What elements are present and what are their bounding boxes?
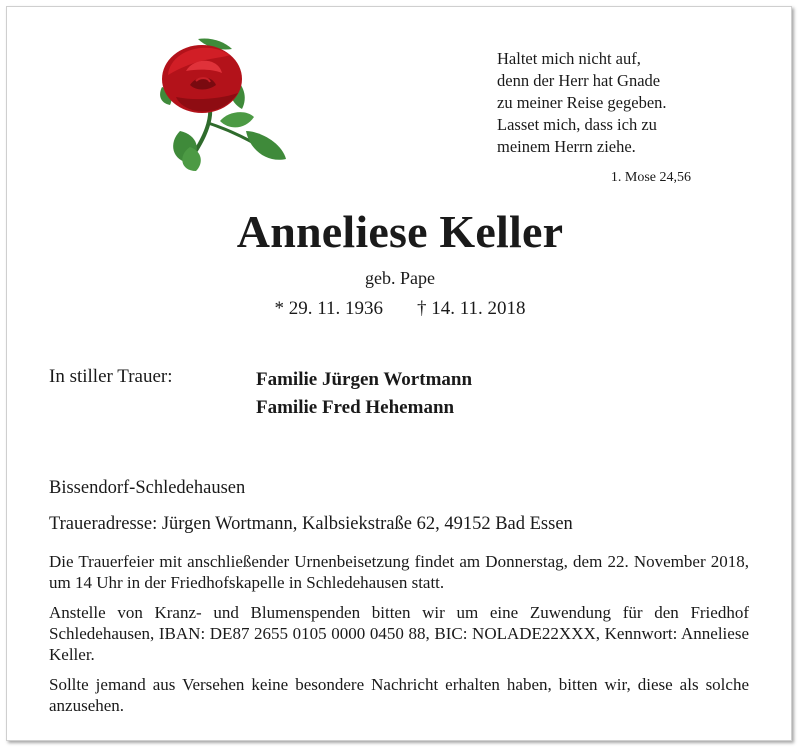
verse-reference: 1. Mose 24,56 <box>610 170 691 185</box>
family-name: Familie Fred Hehemann <box>256 397 455 418</box>
family-name: Familie Jürgen Wortmann <box>256 369 473 390</box>
notice-paragraph: Sollte jemand aus Versehen keine besondere Nachricht erhalten haben, bitten wir, diese als solche anzusehen. <box>49 675 749 715</box>
mourners-label: In stiller Trauer: <box>49 366 173 387</box>
donation-paragraph: Anstelle von Kranz- und Blumenspenden bitten wir um eine Zuwendung für den Friedhof Schledehausen, IBAN: DE87 2655 0105 0000 0450 88, BIC: NOLADE22XXX, Kennwort: Anneliese Keller. <box>49 603 749 664</box>
verse-line: meinem Herrn ziehe. <box>497 137 636 156</box>
funeral-info-paragraph: Die Trauerfeier mit anschließender Urnenbeisetzung findet am Donnerstag, dem 22. November 2018, um 14 Uhr in der Friedhofskapelle in Schledehausen statt. <box>49 552 749 592</box>
deceased-name: Anneliese Keller <box>236 206 564 257</box>
birth-date: * 29. 11. 1936 <box>274 298 383 319</box>
verse-line: zu meiner Reise gegeben. <box>497 93 667 112</box>
verse-line: Lasset mich, dass ich zu <box>497 115 657 134</box>
verse-line: Haltet mich nicht auf, <box>497 49 641 68</box>
verse-line: denn der Herr hat Gnade <box>497 71 661 90</box>
bible-verse <box>497 48 737 158</box>
rose-icon <box>150 35 295 175</box>
place: Bissendorf-Schledehausen <box>49 478 246 498</box>
death-date: † 14. 11. 2018 <box>417 298 526 319</box>
birth-name: geb. Pape <box>365 268 435 288</box>
mourners-list <box>256 366 472 422</box>
life-dates <box>0 298 800 320</box>
mourning-address: Traueradresse: Jürgen Wortmann, Kalbsiekstraße 62, 49152 Bad Essen <box>49 514 573 534</box>
